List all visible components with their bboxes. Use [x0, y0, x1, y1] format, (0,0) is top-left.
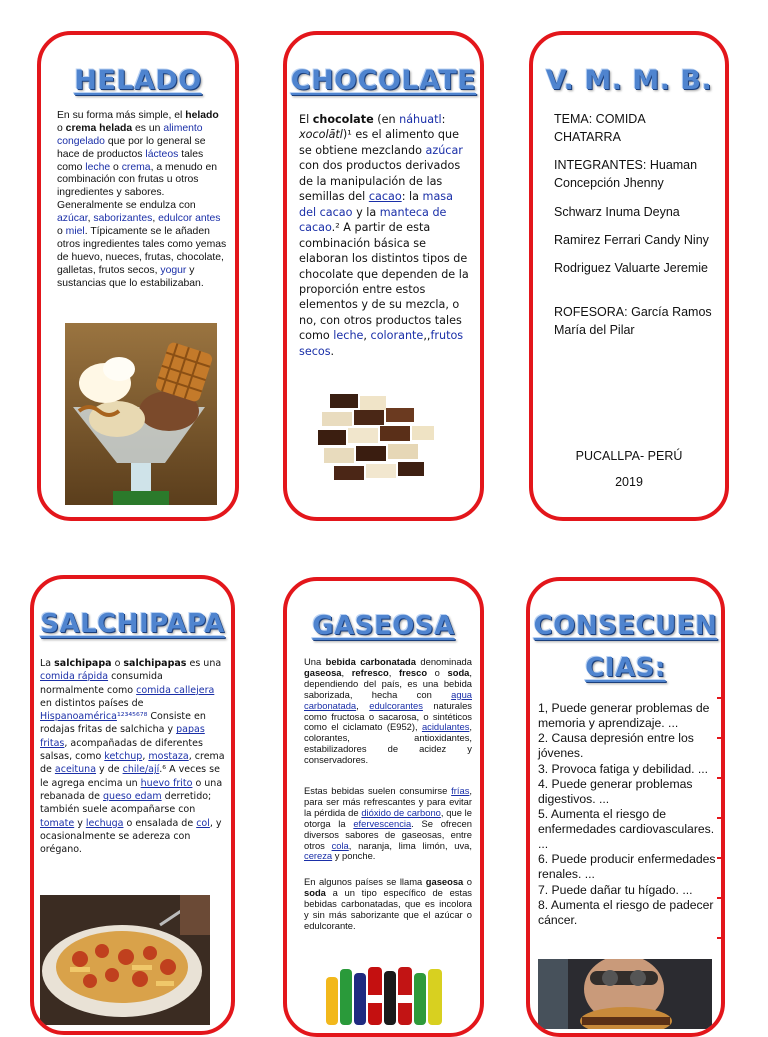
text-run: o una rebanada de [40, 777, 223, 802]
panel-vmmb [529, 31, 729, 521]
text-link[interactable]: azúcar [425, 143, 463, 157]
consecuencias-list [538, 701, 724, 928]
ice-cream-photo [65, 323, 217, 505]
gaseosa-text-3 [304, 877, 472, 932]
text-run: El [299, 113, 313, 126]
consequence-7: 7. Puede dañar tu hígado. ... [538, 882, 693, 897]
text-run: , a menudo en combinación con frutas u otros ingredientes y sabores. Generalmente se endulza con [57, 161, 218, 212]
text-run: . Típicamente se le añaden otros ingredientes tales como yemas de huevo, nueces, frutas, chocolate, galletas, frutos secos, [57, 226, 227, 276]
text-link[interactable]: lechuga [85, 817, 124, 829]
text-run: y sustancias que lo estabilizaban. [57, 264, 204, 289]
text-link[interactable]: acidulantes [421, 721, 470, 733]
text-run: : [441, 113, 446, 126]
text-link[interactable]: Hispanoamérica [40, 711, 117, 723]
text-run: y ponche. [332, 850, 376, 862]
chocolate-text [299, 112, 473, 359]
tema-text: TEMA: COMIDA CHATARRA [554, 112, 645, 145]
text-run: , [142, 751, 149, 763]
member-2: Ramirez Ferrari Candy Niny [554, 232, 709, 247]
consequence-1: 1, Puede generar problemas de memoria y aprendizaje. ... [538, 701, 710, 731]
text-run: En algunos países se llama [304, 876, 426, 887]
text-link[interactable]: colorante [370, 329, 424, 343]
tick-mark [717, 817, 721, 819]
tick-mark [717, 937, 721, 939]
text-link[interactable]: saborizantes [93, 213, 153, 225]
tick-mark [717, 777, 721, 779]
bold-term: soda [447, 666, 470, 678]
consequence-5: 5. Aumenta el riesgo de enfermedades cardiovasculares. ... [538, 806, 715, 852]
text-run: o [463, 876, 472, 887]
soda-bottles-photo [322, 961, 450, 1025]
text-run: )¹ es el alimento que se obtiene mezclando [299, 128, 459, 157]
text-run: , para ser más refrescantes y para evitar la pérdida de [304, 785, 472, 818]
text-run: denominada [415, 656, 472, 667]
text-link[interactable]: yogur [160, 264, 187, 276]
consequence-3: 3. Provoca fatiga y debilidad. ... [538, 761, 709, 776]
text-run: o [57, 122, 66, 134]
place-text: PUCALLPA- PERÚ [575, 449, 683, 463]
text-run: o [57, 226, 66, 238]
text-run: o [427, 666, 448, 678]
text-run: , dependiendo del país, es una bebida saborizada, hecha con [304, 666, 472, 700]
chocolate-title: CHOCOLATE [290, 65, 477, 96]
tick-mark [717, 897, 721, 899]
text-run: , acompañadas de diferentes salsas, como [40, 737, 203, 763]
consequence-6: 6. Puede producir enfermedades renales. ... [538, 852, 716, 882]
text-link[interactable]: edulcorantes [369, 699, 423, 711]
text-link[interactable]: ¹²³⁴⁵⁶⁷⁸ [116, 711, 148, 723]
text-run: naturales como fructosa o sacarosa, o sintéticos como el ciclamato (E952), [304, 699, 472, 733]
text-run: ,, [423, 329, 431, 343]
text-link[interactable]: comida callejera [136, 684, 215, 696]
bold-term: fresco [398, 666, 428, 678]
text-link[interactable]: comida rápida [40, 671, 109, 683]
text-run: tales como [57, 148, 204, 173]
text-link[interactable]: náhuatl [399, 113, 442, 126]
text-link[interactable]: cola [331, 839, 349, 851]
helado-text [57, 110, 227, 290]
bold-term: refresco [351, 666, 389, 678]
text-run: En su forma más simple, [57, 110, 175, 121]
burger-photo [538, 959, 712, 1029]
text-link[interactable]: frutos secos [299, 329, 464, 358]
text-run: con dos productos derivados de la manipulación de las semillas del [299, 159, 461, 204]
text-link[interactable]: leche [85, 161, 111, 173]
text-run: derretido; también suele acompañarse con [40, 790, 212, 816]
tick-mark [717, 737, 721, 739]
text-run: (en [373, 113, 400, 126]
text-run: consumida normalmente como [40, 671, 163, 696]
profesora-text: ROFESORA: García Ramos María del Pilar [554, 304, 712, 337]
bold-term: salchipapa [54, 658, 112, 669]
panel-helado [37, 31, 239, 521]
text-run: a un tipo específico de estas bebidas carbonatadas, que es incolora y sin más saborizante que el azúcar o edulcorante. [304, 886, 472, 931]
text-link[interactable]: tomate [40, 817, 75, 829]
text-run: .² A partir de esta combinación básica se elaboran los distintos tipos de chocolate que dependen de la proporción entre estos elementos y de su mezcla, o no, con otros productos tales como [299, 221, 469, 343]
panel-salchipapa [30, 575, 235, 1035]
gaseosa-title: GASEOSA [312, 611, 455, 641]
text-link[interactable]: queso edam [103, 790, 162, 802]
text-run: , [341, 666, 352, 678]
bold-term: helado [185, 110, 219, 121]
text-run: o [111, 658, 124, 669]
bold-term: soda [304, 886, 326, 898]
panel-consecuencias [526, 577, 725, 1037]
text-run: Una [304, 656, 326, 667]
text-link[interactable]: alimento congelado [57, 122, 203, 147]
text-run: , [356, 699, 370, 711]
text-run: La [40, 658, 55, 669]
text-run: , [363, 329, 371, 343]
bold-term: bebida carbonatada [325, 656, 416, 667]
salchipapa-title: SALCHIPAPA [40, 609, 225, 639]
text-link[interactable]: efervescencia [353, 817, 412, 829]
text-run: , naranja, lima limón, uva, [348, 839, 472, 851]
text-link[interactable]: aceituna [54, 764, 97, 776]
text-link[interactable]: manteca de cacao [299, 205, 447, 235]
text-run: Estas bebidas suelen consumirse [304, 785, 452, 796]
text-link[interactable]: cacao [368, 190, 402, 204]
text-link[interactable]: agua carbonatada [304, 688, 472, 711]
text-link[interactable]: ketchup [104, 751, 143, 763]
member-1: Schwarz Inuma Deyna [554, 204, 680, 219]
text-link[interactable]: papas fritas [40, 724, 205, 749]
text-link[interactable]: mostaza [148, 751, 189, 763]
text-link[interactable]: masa del cacao [299, 190, 453, 219]
text-link[interactable]: leche [333, 329, 364, 343]
year-text: 2019 [615, 475, 643, 489]
text-link[interactable]: edulcor antes [158, 213, 221, 225]
text-run: que por lo general se hace de productos [57, 135, 206, 160]
text-run: o ensalada de [123, 817, 197, 829]
italic-term: xocolātl [299, 128, 343, 142]
text-run: es una [186, 658, 222, 669]
text-run: . Se ofrecen diversos sabores de gaseosas, entre otros [304, 817, 472, 851]
text-run: , [152, 213, 159, 225]
text-run: , [388, 666, 399, 678]
text-run: , y ocasionalmente se adereza con orégano. [40, 817, 222, 856]
chocolate-photo [300, 386, 446, 498]
text-run: o [110, 161, 122, 173]
consecuencias-title-1: CONSECUEN [533, 611, 718, 641]
salchipapa-text [40, 657, 226, 856]
gaseosa-text-2 [304, 786, 472, 862]
text-run: . [330, 344, 335, 358]
text-run: .⁶ A veces se le agrega encima un [40, 764, 220, 789]
text-link[interactable]: dióxido de carbono [361, 806, 441, 818]
text-link[interactable]: cereza [304, 850, 333, 862]
text-run: , [87, 213, 94, 225]
text-run: en distintos países de [40, 697, 144, 709]
panel-chocolate [283, 31, 484, 521]
text-run: Consiste en rodajas fritas de salchicha y [40, 711, 206, 736]
consequence-8: 8. Aumenta el riesgo de padecer cáncer. [538, 897, 714, 927]
panel-gaseosa [283, 577, 484, 1037]
text-link[interactable]: lácteos [145, 148, 179, 160]
text-link[interactable]: huevo frito [140, 777, 193, 789]
text-run: y [74, 817, 86, 829]
consequence-4: 4. Puede generar problemas digestivos. ... [538, 776, 693, 806]
member-3: Rodriguez Valuarte Jeremie [554, 260, 709, 275]
bold-term: gaseosa [425, 876, 464, 887]
vmmb-title: V. M. M. B. [545, 65, 713, 96]
text-run: y la [352, 205, 380, 219]
tick-mark [717, 697, 721, 699]
vmmb-info [554, 110, 714, 349]
bold-term: crema helada [65, 122, 133, 134]
text-run: es un [132, 122, 164, 134]
text-run: , que le otorga la [304, 806, 472, 829]
text-run: el [174, 110, 186, 121]
tick-mark [717, 857, 721, 859]
bold-term: salchipapas [123, 658, 187, 669]
consecuencias-title-2: CIAS: [585, 653, 666, 683]
salchipapa-photo [40, 895, 210, 1025]
text-link[interactable]: chile/ají [122, 764, 160, 776]
text-link[interactable]: miel [65, 226, 85, 238]
gaseosa-text-1 [304, 657, 472, 766]
text-link[interactable]: crema [121, 161, 151, 173]
text-link[interactable]: col [196, 817, 210, 829]
integrantes-text: INTEGRANTES: Huaman Concepción Jhenny [554, 158, 698, 191]
helado-title: HELADO [74, 65, 202, 96]
bold-term: gaseosa [304, 666, 342, 678]
consequence-2: 2. Causa depresión entre los jóvenes. [538, 731, 694, 761]
text-link[interactable]: frías [451, 785, 470, 796]
text-run: : la [401, 190, 423, 204]
text-run: , crema de [40, 751, 225, 776]
text-link[interactable]: azúcar [57, 213, 88, 225]
text-run: , colorantes, antioxidantes, estabilizadores de acidez y conservadores. [304, 721, 472, 766]
bold-term: chocolate [312, 113, 374, 126]
text-run: y de [96, 764, 123, 776]
